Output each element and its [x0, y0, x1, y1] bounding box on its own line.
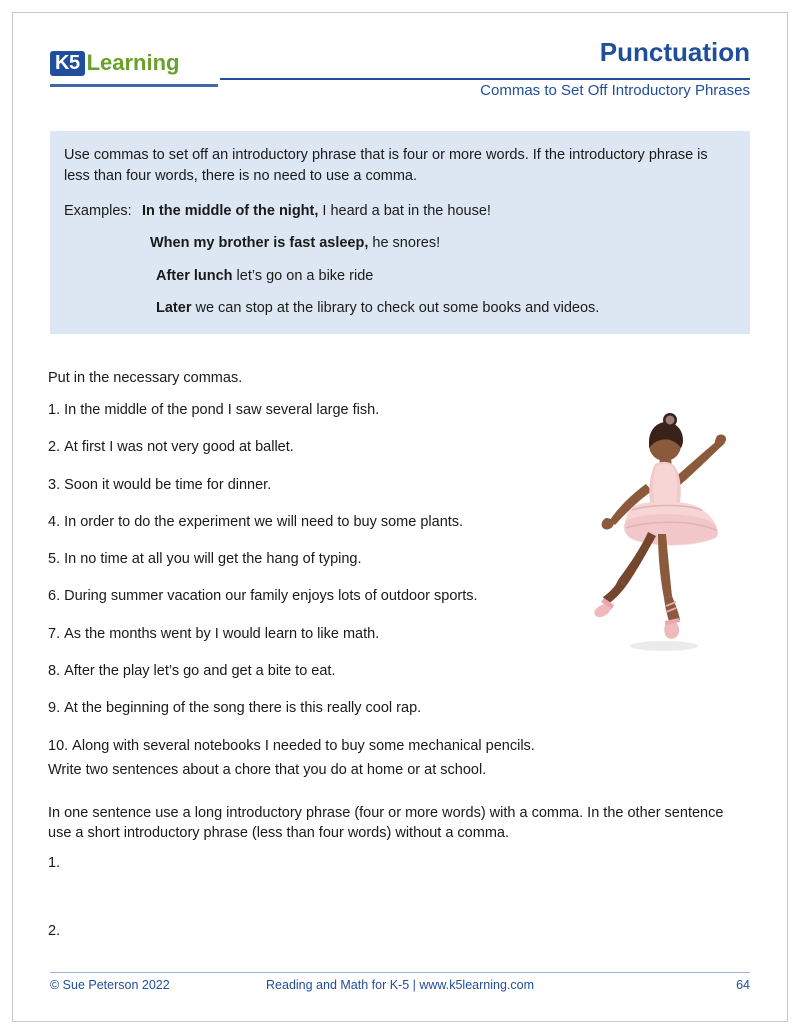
question-item — [48, 624, 568, 644]
question-text: As the months went by I would learn to like math. — [64, 625, 380, 642]
answer-line-1: 1. — [48, 855, 61, 871]
question-item — [48, 698, 568, 718]
example-2-phrase: When my brother is fast asleep, — [150, 235, 369, 252]
question-text: At first I was not very good at ballet. — [64, 439, 294, 456]
question-number: 7. — [48, 625, 61, 642]
page-title: Punctuation — [599, 37, 750, 67]
question-item — [48, 736, 568, 756]
example-2-rest: he snores! — [368, 235, 441, 252]
example-row-3 — [64, 266, 732, 286]
question-item — [48, 512, 568, 532]
logo-badge: K5 — [50, 51, 85, 76]
question-text: In the middle of the pond I saw several large fish. — [64, 402, 380, 418]
example-row-1 — [64, 201, 732, 221]
example-1-rest: I heard a bat in the house! — [318, 203, 491, 220]
rule-box — [50, 131, 750, 334]
example-3-phrase: After lunch — [156, 267, 233, 284]
example-row-4 — [64, 298, 732, 318]
question-text: Soon it would be time for dinner. — [64, 476, 272, 493]
question-text: In no time at all you will get the hang of typing. — [64, 551, 362, 568]
question-item — [48, 549, 568, 569]
question-number: 10. — [48, 737, 69, 754]
question-item — [48, 661, 568, 681]
question-text: After the play let’s go and get a bite to eat. — [64, 663, 336, 680]
ballerina-illustration — [560, 388, 760, 668]
k5-learning-logo — [50, 46, 215, 80]
question-text: Along with several notebooks I needed to buy some mechanical pencils. — [72, 737, 535, 754]
rule-intro-text: Use commas to set off an introductory phrase that is four or more words. If the introductory phrase is less than four words, there is no need to use a comma. — [64, 147, 708, 185]
exercise-instruction: Put in the necessary commas. — [48, 370, 243, 386]
example-3-rest: let’s go on a bike ride — [232, 267, 374, 284]
examples-label: Examples: — [64, 203, 132, 220]
question-item — [48, 586, 568, 606]
writing-prompt-2: In one sentence use a long introductory phrase (four or more words) with a comma. In the other sentence use a short introductory phrase (less than four words) without a comma. — [48, 805, 724, 842]
question-number: 1. — [48, 402, 61, 418]
page-header — [50, 38, 750, 100]
example-4-phrase: Later — [156, 299, 192, 316]
question-text: In order to do the experiment we will need to buy some plants. — [64, 513, 464, 530]
page-subtitle: Commas to Set Off Introductory Phrases — [480, 82, 750, 99]
example-4-rest: we can stop at the library to check out some books and videos. — [191, 299, 600, 316]
header-divider — [220, 78, 750, 80]
page-footer — [50, 972, 750, 994]
question-number: 9. — [48, 700, 61, 717]
question-text: At the beginning of the song there is this really cool rap. — [64, 700, 422, 717]
answer-line-2: 2. — [48, 923, 61, 939]
question-list — [48, 400, 568, 773]
question-item — [48, 475, 568, 495]
question-number: 6. — [48, 588, 61, 605]
question-number: 3. — [48, 476, 61, 493]
question-number: 4. — [48, 513, 61, 530]
question-item — [48, 400, 568, 420]
question-number: 8. — [48, 663, 61, 680]
question-number: 2. — [48, 439, 61, 456]
question-number: 5. — [48, 551, 61, 568]
question-text: During summer vacation our family enjoys lots of outdoor sports. — [64, 588, 478, 605]
example-1-phrase: In the middle of the night, — [142, 203, 319, 220]
footer-copyright: © Sue Peterson 2022 — [50, 978, 170, 992]
question-item — [48, 437, 568, 457]
logo-wordmark: Learning — [86, 50, 180, 75]
logo-underline — [50, 84, 218, 87]
writing-prompt-1: Write two sentences about a chore that you do at home or at school. — [48, 762, 487, 778]
footer-page-number: 64 — [736, 978, 750, 992]
footer-site-link[interactable]: Reading and Math for K-5 | www.k5learning.com — [266, 978, 534, 992]
example-row-2 — [64, 233, 732, 253]
